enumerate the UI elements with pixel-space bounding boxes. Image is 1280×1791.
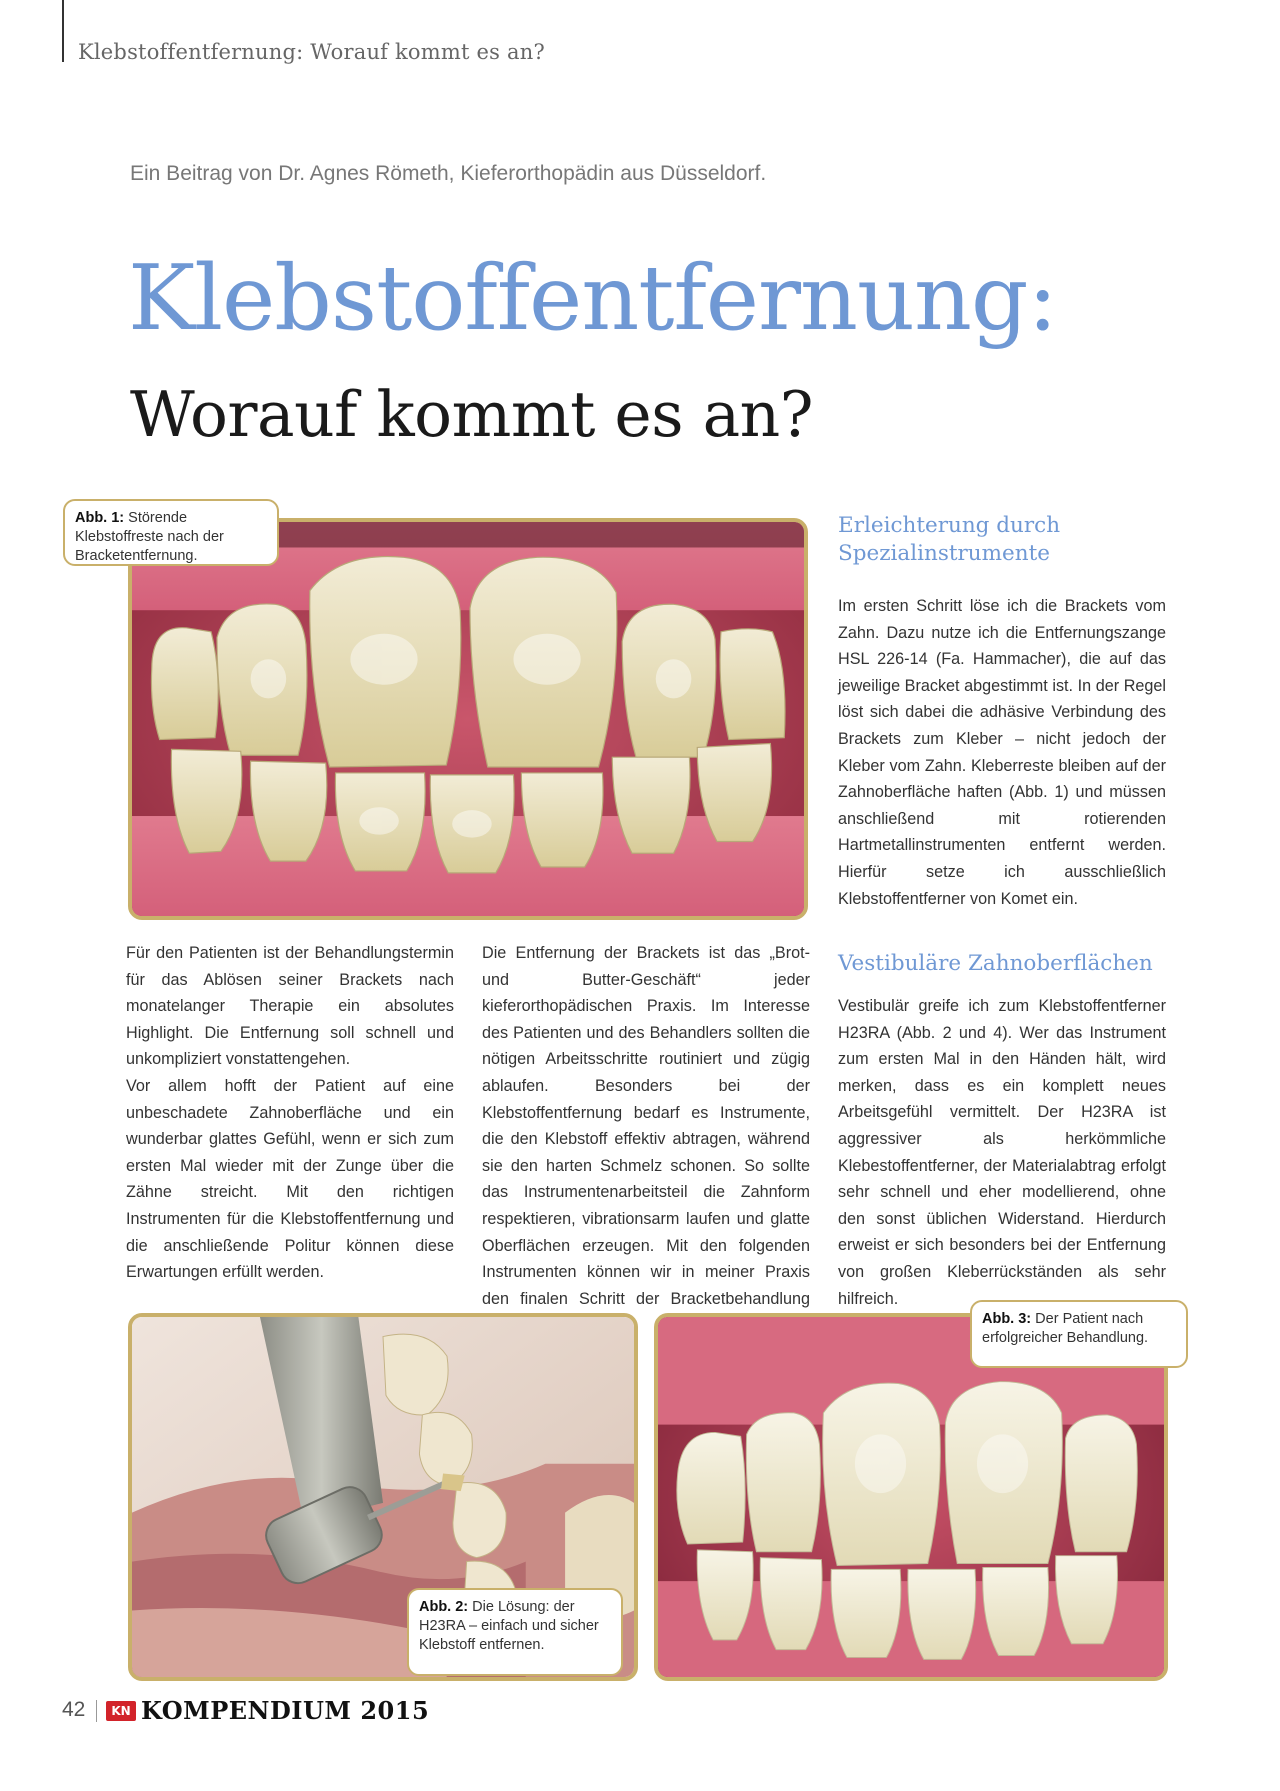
paragraph: Im ersten Schritt löse ich die Brackets vom Zahn. Dazu nutze ich die Entfernungszange HSL 226-14 (Fa. Hammacher), die auf das jeweilige Bracket abgestimmt ist. In der Regel löst sich dabei die adhäsive Verbindung des Brackets zum Kleber – nicht jedoch der Kleber vom Zahn. Kleberreste bleiben auf der Zahnoberfläche haften (Abb. 1) und müssen anschließend mit rotierenden Hartmetallinstrumenten entfernt werden. Hierfür setze ich ausschließlich Klebstoffentferner von Komet ein. (838, 597, 1166, 908)
byline: Ein Beitrag von Dr. Agnes Römeth, Kieferorthopädin aus Düsseldorf. (130, 162, 767, 185)
column-2-text (482, 940, 810, 1339)
magazine-name: KOMPENDIUM 2015 (141, 1696, 430, 1725)
figure-3-caption (970, 1300, 1188, 1368)
running-head: Klebstoffentfernung: Worauf kommt es an? (78, 40, 545, 64)
paragraph: Vestibulär greife ich zum Klebstoffentferner H23RA (Abb. 2 und 4). Wer das Instrument zum ersten Mal in den Händen hält, wird merken, dass es ein komplett neues Arbeitsgefühl vermittelt. Der H23RA ist aggressiver als herkömmliche Klebestoffentferner, der Materialabtrag erfolgt sehr schnell und eher modellierend, ohne den sonst üblichen Widerstand. Hierdurch erweist er sich besonders bei der Entfernung von großen Kleberrückständen als sehr hilfreich. (838, 997, 1166, 1308)
paragraph: Für den Patienten ist der Behandlungstermin für das Ablösen seiner Brackets nach monatelanger Therapie ein absolutes Highlight. Die Entfernung soll schnell und unkompliziert vonstattengehen. (126, 944, 454, 1069)
column-1-text (126, 940, 454, 1286)
kn-logo: KN (106, 1701, 136, 1721)
paragraph: Vor allem hofft der Patient auf eine unbeschadete Zahnoberfläche und ein wunderbar glattes Gefühl, wenn er sich zum ersten Mal wieder mit der Zunge über die Zähne streicht. Mit den richtigen Instrumenten für die Klebstoffentfernung und die anschließende Politur können diese Erwartungen erfüllt werden. (126, 1076, 454, 1282)
column-3-top-text (838, 593, 1166, 912)
figure-3-text: Der Patient nach erfolgreicher Behandlung. (982, 1311, 1149, 1346)
figure-1-label: Abb. 1: (75, 510, 125, 526)
section-heading-spezialinstrumente: Erleichterung durch Spezialinstrumente (838, 513, 1061, 566)
running-head-rule (62, 0, 64, 62)
figure-3-label: Abb. 3: (982, 1311, 1032, 1327)
figure-2-text: Die Lösung: der H23RA – einfach und sicher Klebstoff entfernen. (419, 1599, 599, 1653)
figure-2-caption (407, 1588, 623, 1676)
figure-1-caption (63, 499, 279, 566)
page-number: 42 (62, 1698, 86, 1721)
figure-1-text: Störende Klebstoffreste nach der Bracketentfernung. (75, 510, 224, 564)
figure-3-photo (654, 1313, 1168, 1681)
article-title: Klebstoffentfernung: (128, 246, 1057, 351)
figure-2-label: Abb. 2: (419, 1599, 469, 1615)
column-3-bottom-text (838, 993, 1166, 1312)
footer-divider (96, 1700, 97, 1722)
figure-1-photo (128, 518, 808, 920)
article-subtitle: Worauf kommt es an? (130, 378, 813, 451)
section-heading-vestibulaer: Vestibuläre Zahnoberflächen (838, 951, 1153, 976)
paragraph: Die Entfernung der Brackets ist das „Brot- und Butter-Geschäft“ jeder kieferorthopädischen Praxis. Im Interesse des Patienten und des Behandlers sollten die nötigen Arbeitsschritte routiniert und zügig ablaufen. Besonders bei der Klebstoffentfernung bedarf es Instrumente, die den Klebstoff effektiv abtragen, während sie den harten Schmelz schonen. So sollte das Instrumentenarbeitsteil die Zahnform respektieren, vibrationsarm laufen und glatte Oberflächen erzeugen. Mit den folgenden Instrumenten können wir in meiner Praxis den finalen Schritt der Bracketbehandlung (482, 944, 810, 1308)
